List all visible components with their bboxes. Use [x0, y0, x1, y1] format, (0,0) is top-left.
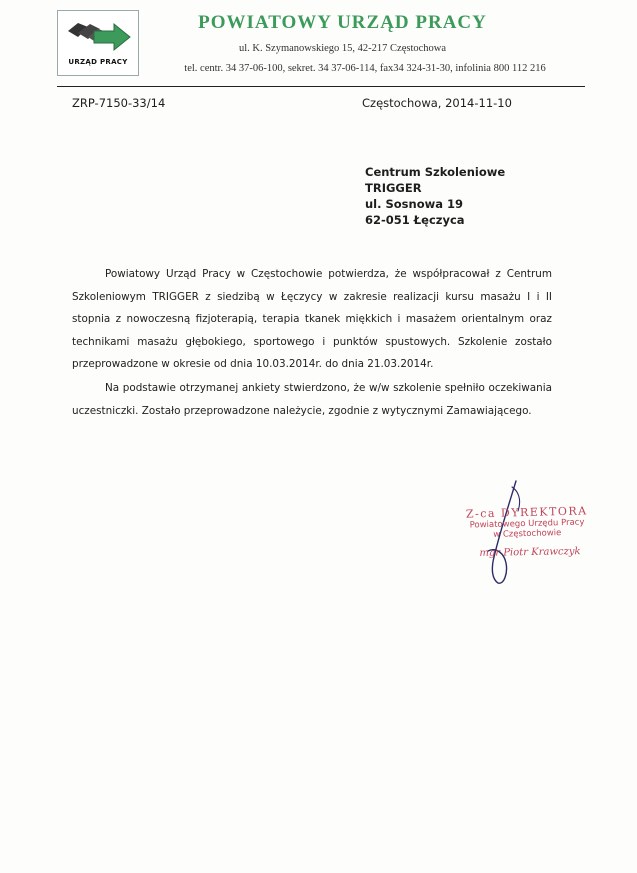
- body-paragraph: Na podstawie otrzymanej ankiety stwierdzono, że w/w szkolenie spełniło oczekiwania uczestniczki. Zostało przeprowadzone należycie, zgodnie z wytycznymi Zamawiającego.: [72, 381, 552, 417]
- logo-text: URZĄD PRACY: [68, 58, 128, 66]
- organization-address: ul. K. Szymanowskiego 15, 42-217 Częstochowa: [238, 43, 447, 54]
- organization-contacts: tel. centr. 34 37-06-100, sekret. 34 37-06-114, fax34 324-31-30, infolinia 800 112 216: [184, 63, 546, 74]
- organization-name: POWIATOWY URZĄD PRACY: [198, 12, 487, 33]
- stamp-title: Z-ca DYREKTORA: [465, 504, 588, 521]
- place-and-date: Częstochowa, 2014-11-10: [362, 96, 512, 110]
- arrow-logo-icon: [64, 17, 132, 57]
- recipient-line: Centrum Szkoleniowe: [365, 165, 506, 179]
- body-paragraph: Powiatowy Urząd Pracy w Częstochowie potwierdza, że współpracował z Centrum Szkoleniowym TRIGGER z siedzibą w Łęczycy w zakresie realizacji kursu masażu I i II stopnia z nowoczesną fizjoterapią, terapia tkanek miękkich i masażem orientalnym oraz technikami masażu głębokiego, sportowego i punktów spustowych. Szkolenie zostało przeprowadzone w okresie od dnia 10.03.2014r. do dnia 21.03.2014r.: [72, 268, 552, 371]
- stamp-signatory-name: mgr Piotr Krawczyk: [479, 546, 581, 559]
- stamp-office: Powiatowego Urzędu Pracy: [469, 517, 585, 531]
- reference-number: ZRP-7150-33/14: [72, 96, 166, 110]
- header-divider: [57, 86, 585, 87]
- recipient-line: ul. Sosnowa 19: [365, 197, 464, 211]
- office-logo: [57, 10, 139, 76]
- recipient-address: [365, 164, 505, 228]
- official-stamp: [452, 504, 603, 541]
- stamp-city: w Częstochowie: [493, 528, 562, 540]
- letter-body: [72, 263, 552, 422]
- recipient-line: 62-051 Łęczyca: [365, 213, 465, 227]
- recipient-line: TRIGGER: [365, 181, 422, 195]
